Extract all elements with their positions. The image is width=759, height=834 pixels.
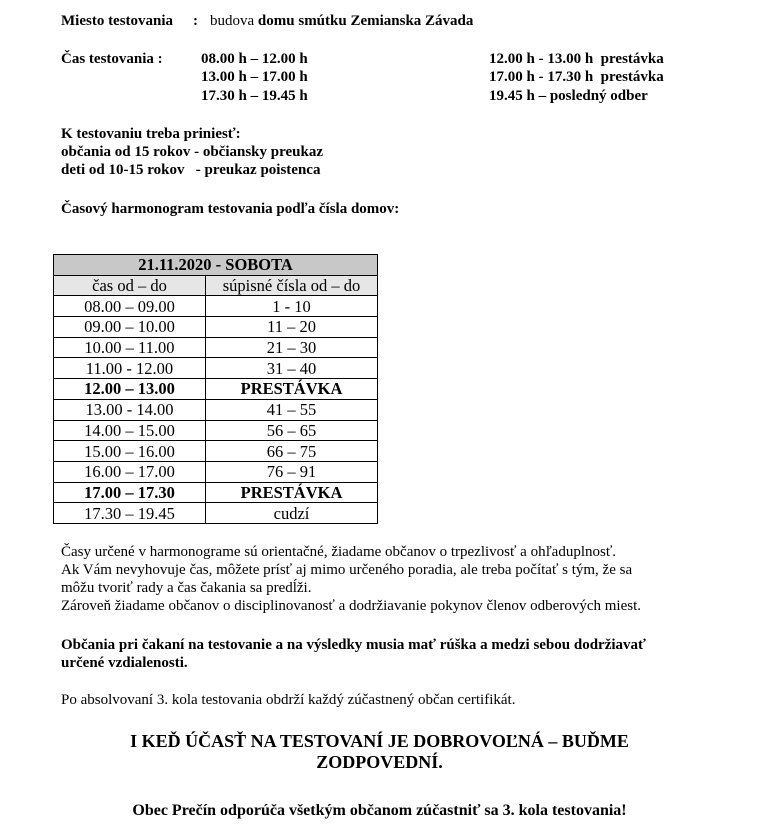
location-separator: :: [193, 13, 198, 29]
row-houses: 41 – 55: [206, 399, 378, 420]
location-value: [210, 12, 473, 30]
table-row-break: [54, 482, 378, 503]
row-time: 14.00 – 15.00: [54, 420, 206, 441]
schedule-table: [53, 254, 378, 524]
time-slot-2: 13.00 h – 17.00 h: [201, 69, 308, 85]
table-row: [54, 441, 378, 462]
mask-notice-line: určené vzdialenosti.: [61, 655, 188, 671]
row-houses: PRESTÁVKA: [206, 379, 378, 400]
table-row-break: [54, 379, 378, 400]
certificate-note: Po absolvovaní 3. kola testovania obdrží každý zúčastnený občan certifikát.: [61, 692, 516, 708]
row-houses: 11 – 20: [206, 317, 378, 338]
table-row: [54, 461, 378, 482]
row-time: 17.00 – 17.30: [54, 482, 206, 503]
table-row: [54, 317, 378, 338]
schedule-title: Časový harmonogram testovania podľa čísla domov:: [61, 201, 400, 217]
row-time: 16.00 – 17.00: [54, 461, 206, 482]
closing-recommendation: Obec Prečín odporúča všetkým občanom zúčastniť sa 3. kola testovania!: [132, 802, 627, 819]
row-houses: 31 – 40: [206, 358, 378, 379]
time-slot-1: 08.00 h – 12.00 h: [201, 51, 308, 67]
note-line: Zároveň žiadame občanov o disciplinovanosť a dodržiavanie pokynov členov odberových miest.: [61, 598, 641, 614]
row-time: 09.00 – 10.00: [54, 317, 206, 338]
table-header-row: [54, 275, 378, 296]
break-2: 17.00 h - 17.30 h prestávka: [489, 69, 664, 85]
last-collection: 19.45 h – posledný odber: [489, 88, 648, 104]
table-row: [54, 358, 378, 379]
time-label: Čas testovania :: [61, 51, 163, 67]
row-time: 13.00 - 14.00: [54, 399, 206, 420]
row-time: 08.00 – 09.00: [54, 296, 206, 317]
table-row: [54, 503, 378, 524]
row-houses: PRESTÁVKA: [206, 482, 378, 503]
location-name: domu smútku Zemianska Závada: [257, 13, 474, 29]
note-line: Časy určené v harmonograme sú orientačné, žiadame občanov o trpezlivosť a ohľaduplnosť.: [61, 544, 616, 560]
mask-notice: [61, 636, 646, 672]
table-row: [54, 296, 378, 317]
table-title-row: [54, 255, 378, 276]
row-time: 11.00 - 12.00: [54, 358, 206, 379]
notes-paragraph: [61, 543, 641, 615]
bring-children: deti od 10-15 rokov - preukaz poistenca: [61, 162, 321, 178]
row-houses: 1 - 10: [206, 296, 378, 317]
table-row: [54, 399, 378, 420]
slogan-line: ZODPOVEDNÍ.: [316, 752, 443, 772]
slogan: [0, 731, 759, 773]
row-time: 17.30 – 19.45: [54, 503, 206, 524]
header-house-numbers: súpisné čísla od – do: [206, 275, 378, 296]
bring-adults: občania od 15 rokov - občiansky preukaz: [61, 144, 323, 160]
row-time: 15.00 – 16.00: [54, 441, 206, 462]
row-houses: cudzí: [206, 503, 378, 524]
table-row: [54, 337, 378, 358]
table-title: 21.11.2020 - SOBOTA: [54, 255, 378, 276]
mask-notice-line: Občania pri čakaní na testovanie a na výsledky musia mať rúška a medzi sebou dodržiavať: [61, 637, 646, 653]
row-time: 10.00 – 11.00: [54, 337, 206, 358]
location-prefix: budova: [210, 13, 255, 29]
row-time: 12.00 – 13.00: [54, 379, 206, 400]
row-houses: 66 – 75: [206, 441, 378, 462]
location-label: Miesto testovania: [61, 13, 174, 29]
note-line: Ak Vám nevyhovuje čas, môžete prísť aj mimo určeného poradia, ale treba počítať s tým, že sa: [61, 562, 633, 578]
row-houses: 76 – 91: [206, 461, 378, 482]
note-line: môžu tvoriť rady a čas čakania sa predĺži.: [61, 580, 312, 596]
row-houses: 56 – 65: [206, 420, 378, 441]
bring-title: K testovaniu treba priniesť:: [61, 126, 241, 142]
time-slot-3: 17.30 h – 19.45 h: [201, 88, 308, 104]
slogan-line: I KEĎ ÚČASŤ NA TESTOVANÍ JE DOBROVOĽNÁ – BUĎME: [130, 731, 629, 751]
header-time: čas od – do: [54, 275, 206, 296]
break-1: 12.00 h - 13.00 h prestávka: [489, 51, 664, 67]
table-row: [54, 420, 378, 441]
row-houses: 21 – 30: [206, 337, 378, 358]
